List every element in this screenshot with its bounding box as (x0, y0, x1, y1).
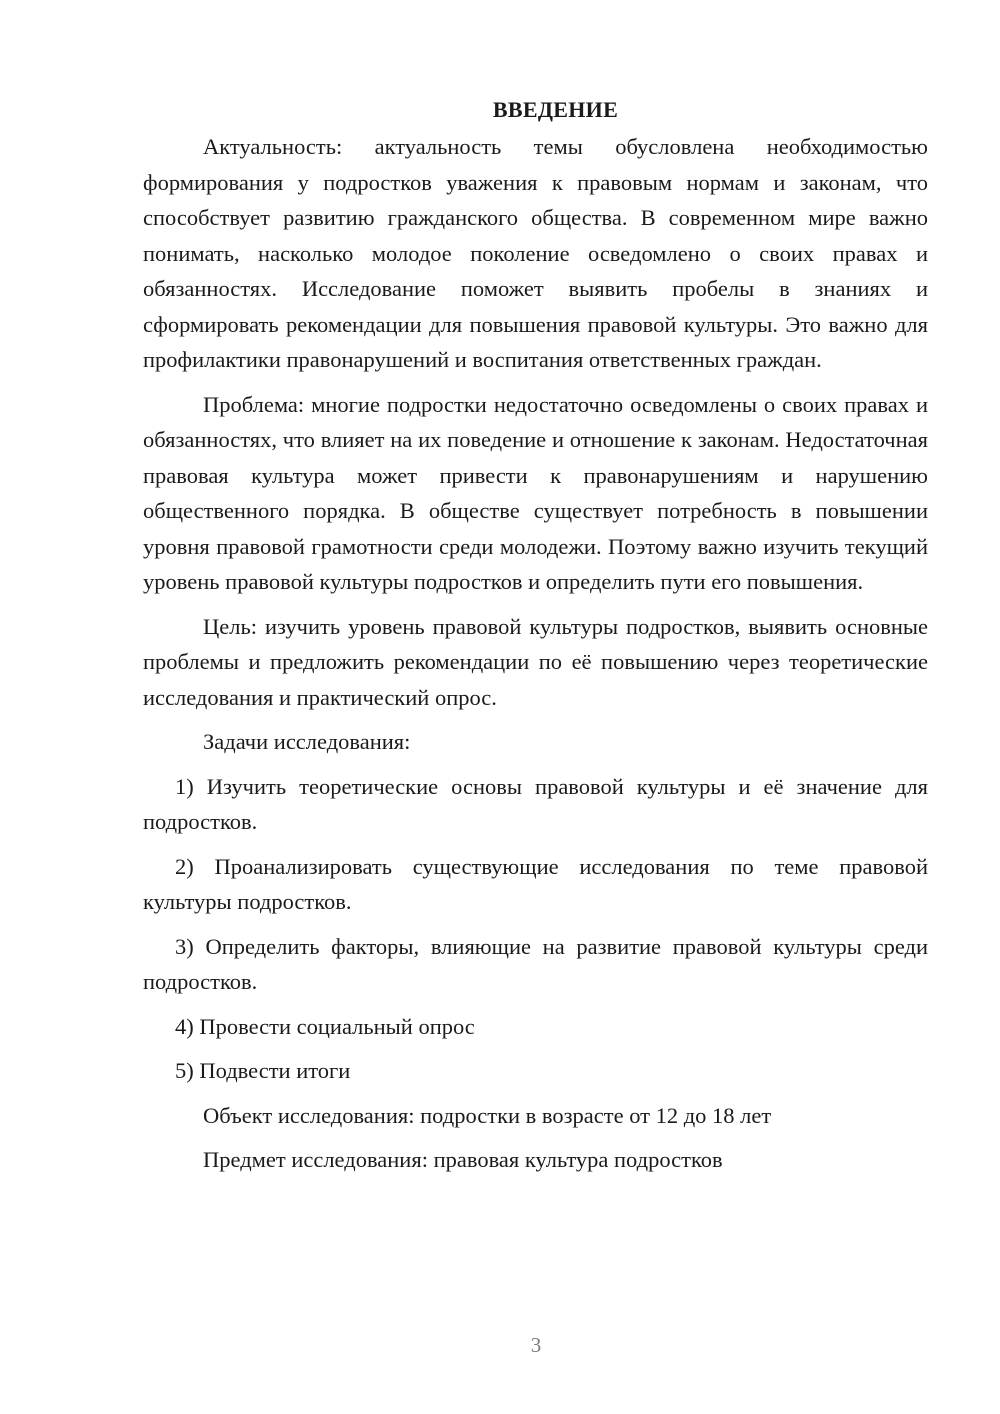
task-item-4: 4) Провести социальный опрос (175, 1013, 475, 1039)
relevance-paragraph: Актуальность: актуальность темы обусловлена необходимостью формирования у подростков уважения к правовым нормам и законам, что способствует развитию гражданского общества. В современном мире важно понимать, насколько молодое поколение осведомлено о своих правах и обязанностях. Исследование поможет выявить пробелы в знаниях и сформировать рекомендации для повышения правовой культуры. Это важно для профилактики правонарушений и воспитания ответственных граждан. (143, 134, 928, 372)
tasks-heading: Задачи исследования: (203, 729, 411, 754)
research-subject: Предмет исследования: правовая культура подростков (203, 1147, 723, 1172)
document-page (143, 92, 928, 1187)
section-heading: ВВЕДЕНИЕ (492, 97, 619, 122)
task-item-2: 2) Проанализировать существующие исследования по теме правовой культуры подростков. (143, 853, 928, 914)
task-item-1: 1) Изучить теоретические основы правовой культуры и её значение для подростков. (143, 773, 928, 834)
problem-paragraph: Проблема: многие подростки недостаточно осведомлены о своих правах и обязанностях, что влияет на их поведение и отношение к законам. Недостаточная правовая культура может привести к правонарушениям и нарушению общественного порядка. В обществе существует потребность в повышении уровня правовой грамотности среди молодежи. Поэтому важно изучить текущий уровень правовой культуры подростков и определить пути его повышения. (143, 391, 928, 594)
goal-paragraph: Цель: изучить уровень правовой культуры подростков, выявить основные проблемы и предложить рекомендации по её повышению через теоретические исследования и практический опрос. (143, 613, 928, 710)
page-number: 3 (530, 1333, 542, 1357)
task-item-5: 5) Подвести итоги (175, 1058, 351, 1083)
task-item-3: 3) Определить факторы, влияющие на развитие правовой культуры среди подростков. (143, 933, 928, 994)
research-object: Объект исследования: подростки в возрасте от 12 до 18 лет (203, 1102, 772, 1128)
